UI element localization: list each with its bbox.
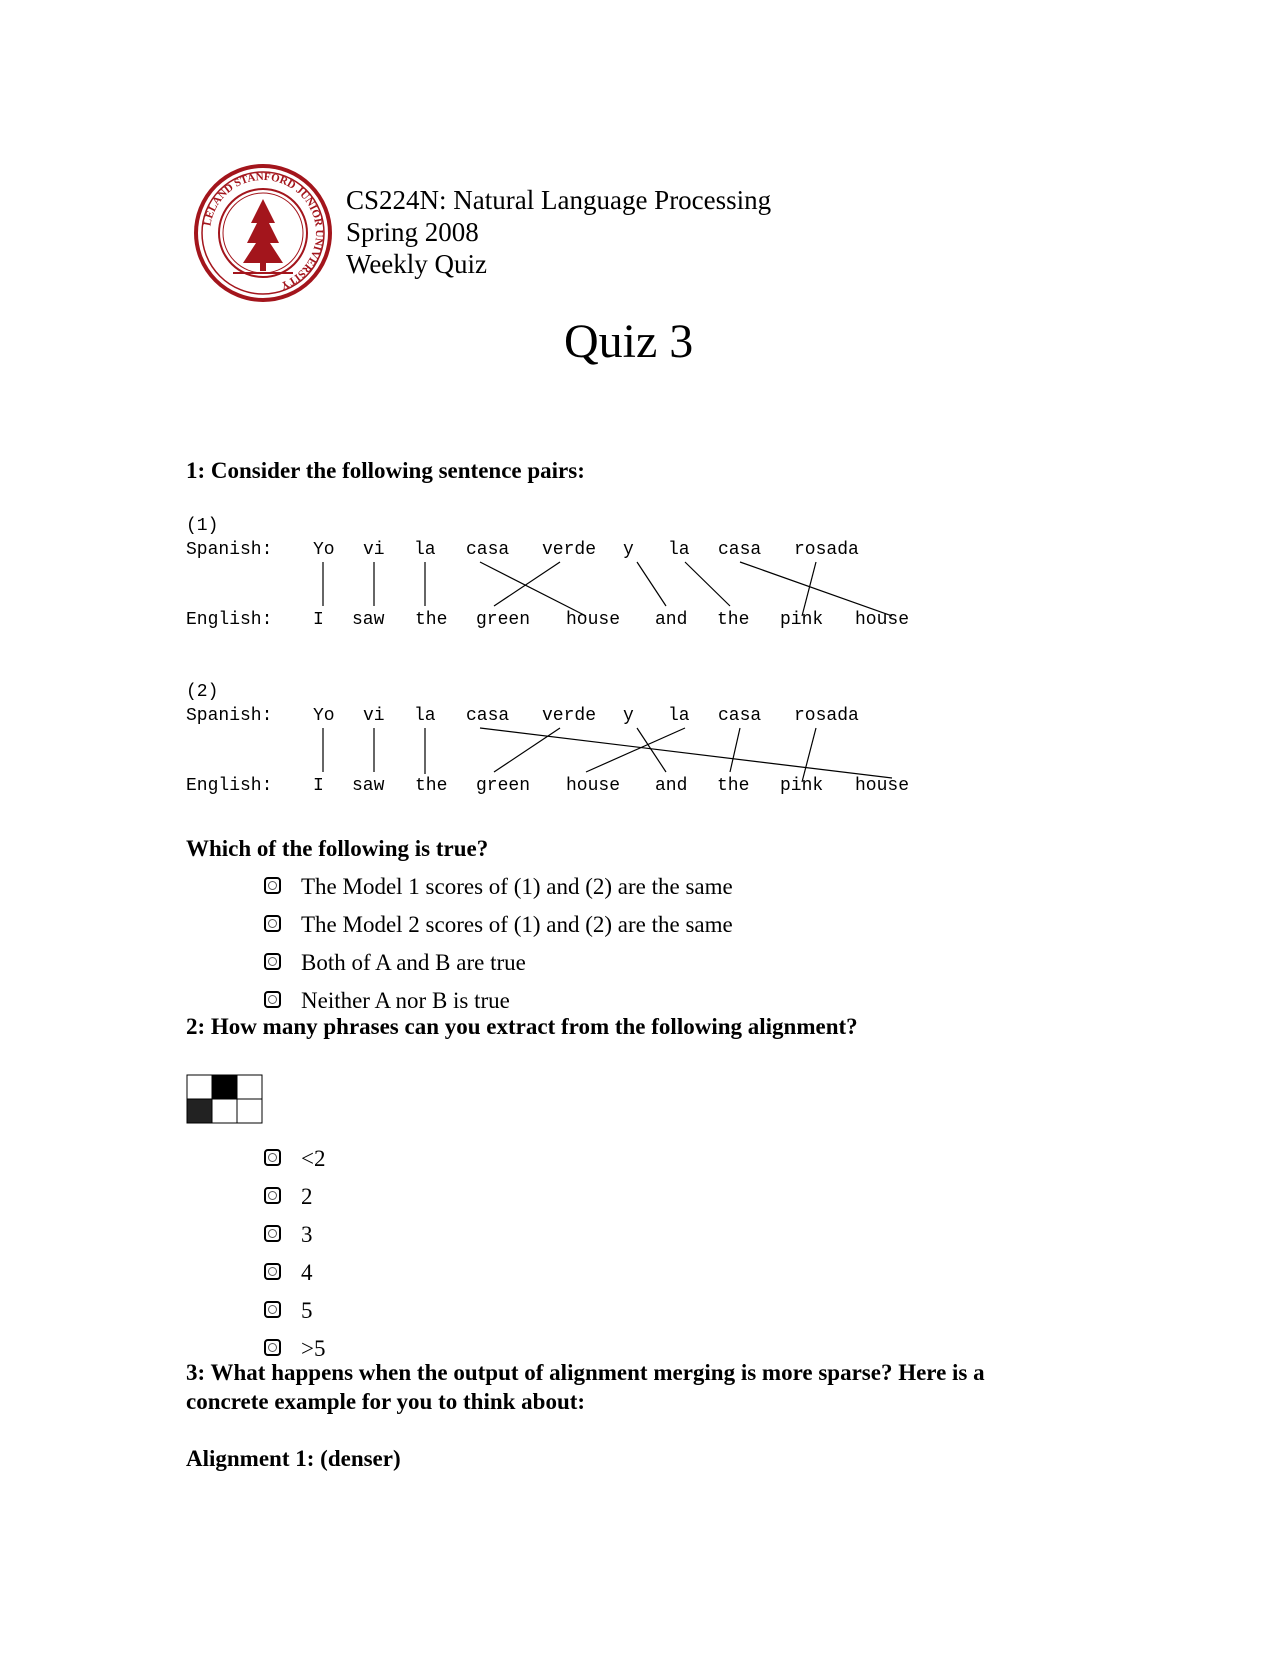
q2-option-label: 2 bbox=[301, 1184, 313, 1209]
spanish-word: rosada bbox=[794, 540, 859, 560]
q2-option-label: 3 bbox=[301, 1222, 313, 1247]
spanish-word: casa bbox=[466, 540, 510, 560]
pair2-label: (2) bbox=[186, 682, 219, 702]
quiz-kind: Weekly Quiz bbox=[346, 249, 488, 279]
q3-heading: 3: What happens when the output of alignment merging is more sparse? Here is a concrete example for you to think about: bbox=[186, 1360, 985, 1414]
english-word: green bbox=[476, 776, 531, 796]
university-seal bbox=[193, 163, 333, 303]
english-word: the bbox=[415, 610, 448, 630]
q1-radio-2[interactable] bbox=[264, 915, 281, 932]
spanish-word: y bbox=[623, 540, 634, 560]
q2-option-label: 4 bbox=[301, 1260, 313, 1285]
q2-radio-3[interactable] bbox=[264, 1225, 281, 1242]
spanish-word: la bbox=[414, 706, 436, 726]
q1-option-label: The Model 1 scores of (1) and (2) are the same bbox=[301, 874, 733, 899]
q3-subheading: Alignment 1: (denser) bbox=[186, 1446, 401, 1471]
spanish-word: la bbox=[668, 540, 690, 560]
spanish-word: vi bbox=[363, 706, 385, 726]
q1-radio-3[interactable] bbox=[264, 953, 281, 970]
english-word: the bbox=[717, 776, 750, 796]
q2-radio-6[interactable] bbox=[264, 1339, 281, 1356]
q2-radio-4[interactable] bbox=[264, 1263, 281, 1280]
english-word: saw bbox=[352, 776, 385, 796]
spanish-word: Yo bbox=[313, 706, 335, 726]
alignment-figure-2 bbox=[180, 676, 940, 806]
spanish-word: la bbox=[668, 706, 690, 726]
spanish-word: Yo bbox=[313, 540, 335, 560]
q1-option-label: Both of A and B are true bbox=[301, 950, 526, 975]
page-title: Quiz 3 bbox=[564, 315, 694, 368]
course-title: CS224N: Natural Language Processing bbox=[346, 185, 772, 215]
alignment-grid bbox=[186, 1074, 264, 1124]
spanish-word: la bbox=[414, 540, 436, 560]
q2-heading: 2: How many phrases can you extract from the following alignment? bbox=[186, 1014, 858, 1039]
alignment-figure-1 bbox=[180, 510, 940, 640]
q2-option-label: <2 bbox=[301, 1146, 326, 1171]
q2-option-label: >5 bbox=[301, 1336, 326, 1361]
english-word: house bbox=[566, 610, 621, 630]
q1-option-label: Neither A nor B is true bbox=[301, 988, 510, 1013]
pair2-spanish-label: Spanish: bbox=[186, 706, 273, 726]
spanish-word: rosada bbox=[794, 706, 859, 726]
term: Spring 2008 bbox=[346, 217, 479, 247]
pair1-label: (1) bbox=[186, 516, 219, 536]
pair1-english-label: English: bbox=[186, 610, 273, 630]
spanish-word: vi bbox=[363, 540, 385, 560]
english-word: house bbox=[855, 610, 910, 630]
english-word: pink bbox=[780, 776, 824, 796]
english-word: pink bbox=[780, 610, 824, 630]
q1-question: Which of the following is true? bbox=[186, 836, 489, 861]
q1-radio-1[interactable] bbox=[264, 877, 281, 894]
q1-option-label: The Model 2 scores of (1) and (2) are the same bbox=[301, 912, 733, 937]
english-word: and bbox=[655, 610, 688, 630]
seal-text: LELAND STANFORD JUNIOR UNIVERSITY bbox=[201, 170, 326, 292]
english-word: green bbox=[476, 610, 531, 630]
english-word: I bbox=[313, 776, 324, 796]
spanish-word: casa bbox=[466, 706, 510, 726]
pair2-english-label: English: bbox=[186, 776, 273, 796]
q2-option-label: 5 bbox=[301, 1298, 313, 1323]
english-word: saw bbox=[352, 610, 385, 630]
q1-radio-4[interactable] bbox=[264, 991, 281, 1008]
spanish-word: verde bbox=[542, 706, 597, 726]
pair1-spanish-label: Spanish: bbox=[186, 540, 273, 560]
spanish-word: verde bbox=[542, 540, 597, 560]
q2-radio-1[interactable] bbox=[264, 1149, 281, 1166]
q1-heading: 1: Consider the following sentence pairs: bbox=[186, 458, 585, 483]
spanish-word: casa bbox=[718, 706, 762, 726]
english-word: I bbox=[313, 610, 324, 630]
english-word: house bbox=[855, 776, 910, 796]
english-word: the bbox=[717, 610, 750, 630]
spanish-word: y bbox=[623, 706, 634, 726]
spanish-word: casa bbox=[718, 540, 762, 560]
english-word: the bbox=[415, 776, 448, 796]
q2-radio-5[interactable] bbox=[264, 1301, 281, 1318]
english-word: and bbox=[655, 776, 688, 796]
q2-radio-2[interactable] bbox=[264, 1187, 281, 1204]
english-word: house bbox=[566, 776, 621, 796]
